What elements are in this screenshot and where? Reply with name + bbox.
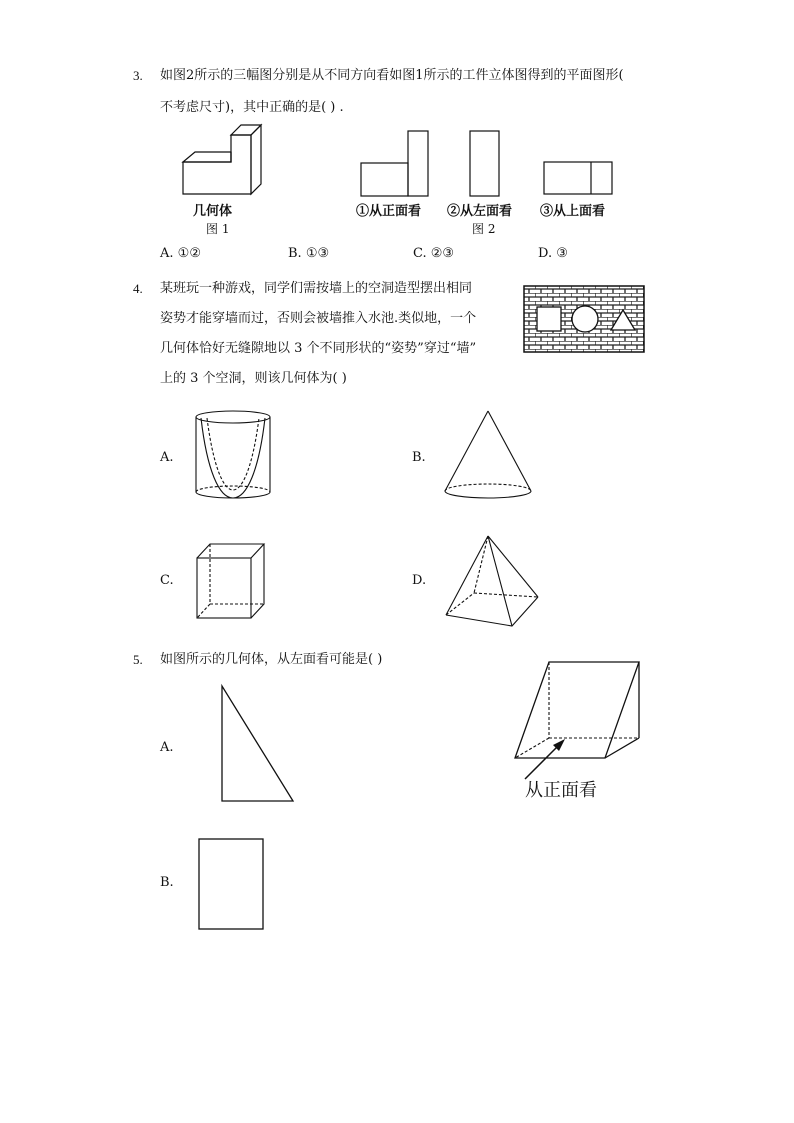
q3-option-a[interactable] <box>160 246 201 261</box>
q3-option-b-letter: B. <box>288 246 302 261</box>
q4-option-b-cone <box>443 410 535 500</box>
q3-option-a-letter: A. <box>160 246 174 261</box>
q3-view1-caption: ①从正面看 <box>356 204 422 219</box>
q3-option-d[interactable] <box>538 246 568 261</box>
q3-figure1-solid <box>175 120 275 200</box>
q4-option-d-letter[interactable]: D. <box>412 573 427 588</box>
q4-option-a-letter[interactable]: A. <box>160 450 174 465</box>
q3-option-c-text: ②③ <box>430 246 455 261</box>
q3-text-line1: 如图2所示的三幅图分别是从不同方向看如图1所示的工件立体图得到的平面图形( <box>160 68 624 83</box>
q3-fig2-label: 图 2 <box>472 222 496 236</box>
q4-text-line2: 姿势才能穿墙而过，否则会被墙推入水池.类似地，一个 <box>160 311 477 326</box>
q4-option-d-pyramid <box>444 535 542 630</box>
q3-option-d-letter: D. <box>538 246 553 261</box>
q5-text: 如图所示的几何体，从左面看可能是( ) <box>160 652 383 667</box>
q5-option-a-triangle <box>220 684 296 804</box>
q3-left-view <box>469 130 501 198</box>
q3-text-line2: 不考虑尺寸)，其中正确的是( ) . <box>160 100 344 115</box>
q4-text-line4: 上的 3 个空洞，则该几何体为( ) <box>160 371 347 386</box>
q5-option-b-rectangle <box>197 837 267 932</box>
q4-option-a-cylinder <box>195 410 275 505</box>
q5-option-b-letter[interactable]: B. <box>160 875 174 890</box>
q3-option-d-text: ③ <box>556 246 568 261</box>
q3-option-b[interactable] <box>288 246 329 261</box>
q3-view3-caption: ③从上面看 <box>540 204 606 219</box>
q5-option-a-letter[interactable]: A. <box>160 740 174 755</box>
q3-view2-caption: ②从左面看 <box>447 204 513 219</box>
q3-option-b-text: ①③ <box>305 246 330 261</box>
q3-fig1-label: 图 1 <box>206 222 230 236</box>
q4-square-hole <box>537 307 561 331</box>
q4-brick-wall <box>523 285 645 353</box>
q3-option-c-letter: C. <box>413 246 427 261</box>
q4-text-line1: 某班玩一种游戏，同学们需按墙上的空洞造型摆出相同 <box>160 281 473 296</box>
q4-option-b-letter[interactable]: B. <box>412 450 426 465</box>
q5-arrow-label: 从正面看 <box>525 780 597 801</box>
q3-fig1-caption: 几何体 <box>193 204 233 219</box>
q4-option-c-cube <box>196 543 268 621</box>
q5-number: 5. <box>133 652 143 667</box>
q3-option-a-text: ①② <box>177 246 201 261</box>
q4-text-line3: 几何体恰好无缝隙地以 3 个不同形状的“姿势”穿过“墙” <box>160 341 477 356</box>
q4-circle-hole <box>572 306 598 332</box>
q4-option-c-letter[interactable]: C. <box>160 573 174 588</box>
q3-front-view <box>360 130 430 198</box>
q4-number: 4. <box>133 281 143 296</box>
q3-top-view <box>543 161 615 197</box>
q3-number: 3. <box>133 68 143 83</box>
q3-option-c[interactable] <box>413 246 454 261</box>
